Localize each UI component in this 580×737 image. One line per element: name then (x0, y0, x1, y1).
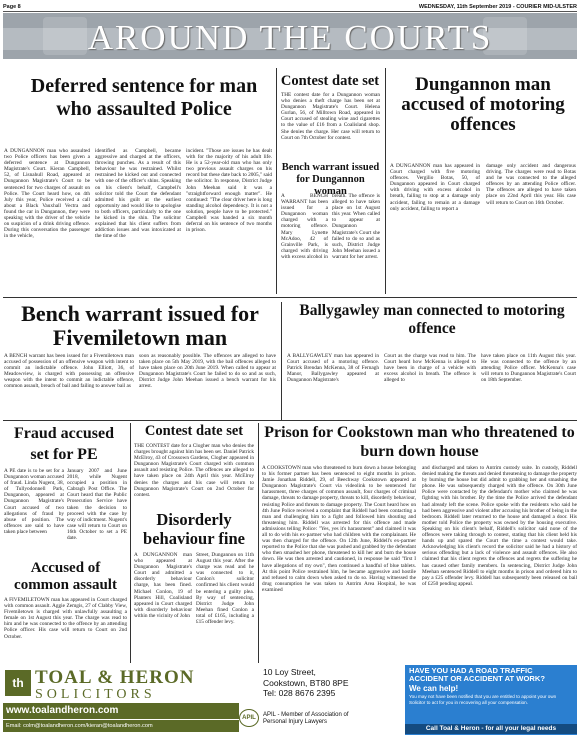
article-body: soon as reasonably possible. The offences are alleged to have taken place on 5th May 2019, with the bail offences alleged to have taken place on 20th June 2019. When called to appear at Dungannon Magistrate's Court he failed to do so and as such, District Judge John Meehan issued a bench warrant for his arrest. (139, 353, 276, 390)
article-body: damage only accident and dangerous driving. The charges were read to Botas and he was connected to the alleged offences by an attending Police officer. The offences are alleged to have taken place on 22nd April this year. His case will return to Court on 16th October. (486, 163, 576, 206)
page-header (3, 2, 577, 12)
address-line: Cookstown, BT80 8PE (263, 677, 349, 688)
section-rule (3, 420, 577, 421)
article-body: A BENCH warrant has been issued for a Fivemiletown man accused of possession of an offensive weapon with intent to commit an indictable offence. John Elliott, 36, of Meadowview, is charged with possessing an offensive weapon with the intent to commit an indictable offence, common assault, breach of bail and failing to answer bail as (4, 353, 134, 390)
article-body: have taken place on 11th August this year. He was connected to the offence by an attending Police officer. McKenna's case will return to Dungannon Magistrate's Court on 18th September. (481, 353, 576, 384)
article-headline: Accused of common assault (14, 560, 117, 593)
article-body: identified as Campbell, became aggressive and charged at the officers, throwing punches. As a result of this behaviour he was restrained. Whilst restrained he kicked out and connected with one of the officer's shins. Speaking on his client's behalf, Campbell's solicitor told the Court the defendant admitted his guilt at the earliest opportunity and would like to apologise to both officers, particularly to the one he kicked in the shin. The solicitor explained that his client suffers from addiction issues and was intoxicated at the time of the (95, 148, 181, 240)
column-rule (130, 423, 131, 663)
accident-promo (405, 665, 577, 735)
article-body: A BALLYGAWLEY man has appeared in Court accused of a motoring offence. Patrick Brendan McKenna, 38 of Fernagh Manor, Ballygawley appeared at Dungannon Magistrate's (287, 353, 379, 384)
apil-icon: APIL (239, 709, 259, 727)
article-body: A BENCH WARRANT has been issued for a Dungannon woman charged with a motoring offence. Mary Lynette McAdoo, 42 of Grainville Park, is charged with driving with excess alcohol in (281, 193, 328, 260)
article-body: A DUNGANNON man who appeared at Dungannon Magistrate's Court and admitted a disorderly behaviour charge, has been fined. Michael Conlon, 19 of Planters Hill, Coalisland appeared in Court charged with disorderly behaviour within the vicinity of John (134, 552, 192, 619)
website-link[interactable]: www.toalandheron.com (3, 703, 239, 719)
article-body: THE CONTEST date for a Clogher man who denies the charges brought against him has been set. Daniel Patrick McElroy, 43 of Crossown Gardens, Clogher appeared in Dungannon Magistrate's Court charged with common assault and resisting Police. The offences are alleged to have taken place on 24th April this year. McElroy denies the charges and his case will return to Dungannon Magistrate's Court on 2nd October for contest. (134, 443, 254, 498)
advertisement (3, 665, 577, 735)
article-headline: Contest date set (144, 423, 244, 439)
column-rule (258, 423, 259, 663)
article-body: A DUNGANNON man has appeared in Court charged with five motoring offences. Vergilio Botas, 50, of Dungannon appeared in Court charged with driving with excess alcohol in breath, failing to stop at a damage only accident, failing to remain at a damage only accident, failing to report a (390, 163, 480, 212)
membership-line: Personal Injury Lawyers (263, 719, 328, 725)
article-body: THE contest date for a Dungannon woman who denies a theft charge has been set at Dungannon Magistrate's Court. Helena Gurlan, 56, of Milltown Road, appeared in Court accused of stealing wine and cigarettes to the value of £16 from a Coalisland shop. She denies the charge. Her case will return to Court on 7th October for contest. (281, 92, 380, 141)
article-headline: Ballygawley man connected to motoring offence (299, 302, 565, 337)
page-number: Page 8 (3, 3, 21, 10)
article-body: January 2007 and June 2018, while Nugent occupied a position in Cabragh Post Office. The Court heard that the Public Prosecution Service have taken the decision to proceed with the case by way of indictment. Nugent's case will return to Court on 16th October to set a PE date. (67, 468, 127, 542)
firm-subtitle: SOLICITORS (35, 687, 156, 702)
article-body: A COOKSTOWN man who threatened to burn down a house belonging to his former partner has been sentenced to eight months in prison. Jamie Jonathan Riddell, 29, of Beechway Cookstown appeared at Dungannon Magistrate's Court via videolink to be sentenced for harassment, three charges of common assault, four charges of criminal damage, threats to damage property, threats to kill, disorderly behaviour, resisting Police and threats to damage property. The Court heard how on 4th June Police received a complaint that Riddell had been contacting a man and challenging him to a fight and followed him shouting and threatening him. Riddell was arrested for this offence and made admissions telling Police: "Yes, yes it's harassment" and claimed it was all to do with his ex-partner who had children with the complainant. He was then charged for the offence. On 12th June, Riddell's ex-partner reported to the Police that she was pushed and grabbed by the defendant who then smashed her phone, threatened to kill her and burn the house down. He was then arrested and cautioned, in response he said "first I have allegations of my own", then continued a handful of blue tablets. At this point Police restrained him, he became aggressive and hostile and refused to calm down when asked to do so. Having witnessed the drug consumption he was taken to Antrim Area Hospital, he was examined (262, 465, 416, 593)
address-line: 10 Loy Street, (263, 667, 316, 677)
article-headline: Bench warrant issued for Dungannon woman (281, 162, 380, 197)
article-headline: Disorderly behaviour fine (143, 510, 245, 548)
column-rule (385, 68, 386, 294)
dateline: WEDNESDAY, 11th September 2019 - COURIER MID-ULSTER (418, 3, 577, 10)
membership-note (263, 712, 348, 726)
firm-name: TOAL & HERON (35, 667, 195, 688)
promo-headline: HAVE YOU HAD A ROAD TRAFFIC ACCIDENT OR ACCIDENT AT WORK? (409, 666, 545, 684)
article-headline: Dungannon man accused of motoring offences (401, 74, 565, 135)
article-headline: Contest date set (280, 73, 380, 89)
article-headline: Deferred sentence for man who assaulted Police (30, 75, 258, 120)
column-rule (276, 68, 277, 294)
phone-number: Tel: 028 8676 2395 (263, 688, 336, 698)
article-body: A DUNGANNON man who assaulted two Police officers has been given a deferred sentence at Dungannon Magistrate's Court. Kieran Campbell, 52, of Lisnahull Road, appeared at Dungannon Magistrate's Court to be sentenced for two charges of assault on Police. The Court heard how, on 4th July this year, Police received a call about a Black Vauxhall Vectra and found the car in Dungannon, they were speaking with the driver of the vehicle on suspicion of a drink driving offence. During this conversation the passenger in the vehicle, (4, 148, 90, 240)
column-rule (281, 302, 282, 420)
firm-address (263, 667, 349, 699)
article-body: breath. The offence is alleged to have taken place on 1st August this year. When called to appear at Dungannon Magistrate's Court she failed to do so and as such, District Judge John Meehan issued a warrant for her arrest. (332, 193, 380, 260)
membership-line: APIL - Member of Association of (263, 712, 349, 718)
article-body: and discharged and taken to Antrim custody suite. In custody, Riddell denied making the threats and denied threatening to damage the property by burning the house but did admit to grabbing her and smashing the phone. He was subsequently charged with the offence. On 30th June Police were contacted by the defendant's mother who claimed he was fighting with his brother. By the time the Police arrived the defendant had already left the scene. Police spoke with the residents who said he had been aggressive and violent after accusing his brother of being in the bedroom. Riddell later returned to the house and damaged a door. His mother told Police the property was owned by the housing executive. Speaking on his client's behalf, Riddell's solicitor said none of the offences were taking through to contest, stating that his client held his hands up and spared the Court the time a contest would take. Acknowledging his client's record the solicitor said he had a history of serious offending but a lack of violence and assault offences. He also claimed that his client regrets the offences and regrets the suffering he has caused other family members. In sentencing, District Judge John Meehan sentenced Riddell to eight months in prison and ordered him to pay a £25 offender levy. Riddell has subsequently been released on bail of £250 pending appeal. (422, 465, 577, 587)
article-headline: Prison for Cookstown man who threatened to burn down house (264, 424, 575, 460)
article-body: A PE date is to be set for a Dungannon woman accused of fraud. Linda Nugent, 38, of Tullyodonnell Park, Dungannon, appeared at Dungannon Magistrate's Court accused of two allegations of fraud by abuse of position. The offences are said to have taken place between (4, 468, 64, 535)
article-body: incident. "Those are issues he has dealt with for the majority of his adult life. He is a 52-year-old man who has only two previous assault charges on his record but these date back to 2005," said the solicitor. In response, District Judge John Meehan said it was a "straightforward enough matter". He continued: "The clear driver here is long standing alcohol dependency. It is not a solution, people have to be protected." Campbell was handed a six month deferral on his sentence of two months in prison. (186, 148, 272, 234)
section-title: AROUND THE COURTS (87, 18, 493, 57)
article-headline: Fraud accused set for PE (14, 425, 114, 463)
article-body: Street, Dungannon on 11th August this year. After the charge was read and he was connected to it, Conlon's solicitor confirmed his client would be entering a guilty plea. By way of sentencing, District Judge John Meehan fined Conlon a total of £165, including a £15 offender levy. (196, 552, 254, 626)
article-headline: Bench warrant issued for Fivemiletown man (21, 301, 259, 350)
section-banner (3, 13, 577, 59)
article-body: A FIVEMILETOWN man has appeared in Court charged with common assault. Aggie Zemgis, 27 of Clabby View, Fivemiletown is charged with unlawfully assaulting a female on 1st August this year. The charge was read to him and he was connected to the offence by an attending Police officer. His case will return to Court on 2nd October. (4, 597, 127, 640)
section-rule (3, 297, 577, 298)
promo-callout: Call Toal & Heron - for all your legal needs (405, 724, 577, 734)
promo-subheadline: We can help! (409, 684, 459, 694)
promo-text: You may not have been notified that you are entitled to appoint your own Solicitor to act for you in recovering all your compensation. (409, 694, 557, 705)
email-link[interactable]: Email: colm@toalandheron.com/kieran@toalandheron.com (3, 720, 239, 732)
firm-logo: th (5, 670, 31, 696)
article-body: Court as the charge was read to him. The Court heard how McKenna is alleged to have been in charge of a vehicle with excess alcohol in breath. The offence is alleged to (384, 353, 476, 384)
